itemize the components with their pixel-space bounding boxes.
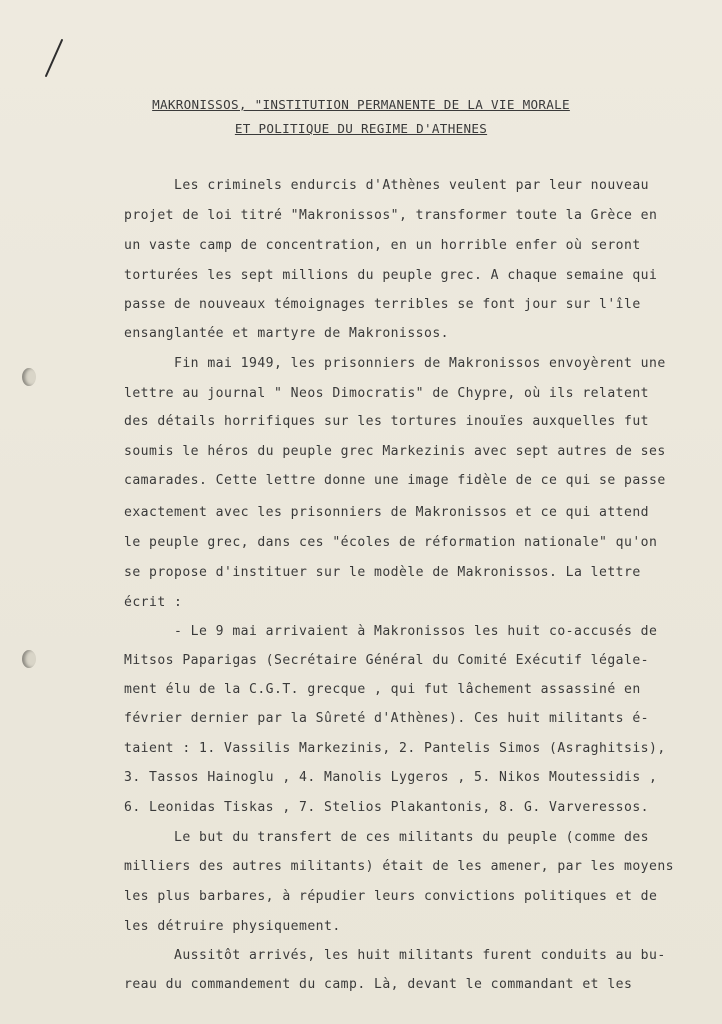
body-line: camarades. Cette lettre donne une image fidèle de ce qui se passe (124, 473, 666, 488)
punch-hole-bottom (22, 650, 36, 668)
pencil-mark (40, 36, 110, 86)
body-line: Le but du transfert de ces militants du peuple (comme des (124, 830, 649, 845)
body-line: Les criminels endurcis d'Athènes veulent par leur nouveau (124, 178, 649, 193)
body-line: passe de nouveaux témoignages terribles se font jour sur l'île (124, 297, 641, 312)
body-line: Aussitôt arrivés, les huit militants furent conduits au bu- (124, 948, 666, 963)
body-line: taient : 1. Vassilis Markezinis, 2. Pantelis Simos (Asraghitsis), (124, 741, 666, 756)
body-line: torturées les sept millions du peuple grec. A chaque semaine qui (124, 268, 658, 283)
body-line: un vaste camp de concentration, en un horrible enfer où seront (124, 238, 641, 253)
punch-hole-top (22, 368, 36, 386)
body-line: Mitsos Paparigas (Secrétaire Général du Comité Exécutif légale- (124, 653, 649, 668)
body-line: exactement avec les prisonniers de Makronissos et ce qui attend (124, 505, 649, 520)
title-line-2: ET POLITIQUE DU REGIME D'ATHENES (234, 121, 488, 136)
body-line: 6. Leonidas Tiskas , 7. Stelios Plakantonis, 8. G. Varveressos. (124, 800, 649, 815)
body-line: 3. Tassos Hainoglu , 4. Manolis Lygeros , 5. Nikos Moutessidis , (124, 770, 658, 785)
body-line: - Le 9 mai arrivaient à Makronissos les huit co-accusés de (124, 624, 658, 639)
body-line: se propose d'instituer sur le modèle de Makronissos. La lettre (124, 565, 641, 580)
body-line: Fin mai 1949, les prisonniers de Makronissos envoyèrent une (124, 356, 666, 371)
body-line: ment élu de la C.G.T. grecque , qui fut lâchement assassiné en (124, 682, 641, 697)
body-line: ensanglantée et martyre de Makronissos. (124, 326, 449, 341)
body-line: soumis le héros du peuple grec Markezinis avec sept autres de ses (124, 444, 666, 459)
body-line: milliers des autres militants) était de les amener, par les moyens (124, 859, 674, 874)
body-line: les détruire physiquement. (124, 919, 341, 934)
body-line: février dernier par la Sûreté d'Athènes). Ces huit militants é- (124, 711, 649, 726)
body-line: les plus barbares, à répudier leurs convictions politiques et de (124, 889, 658, 904)
body-line: le peuple grec, dans ces "écoles de réformation nationale" qu'on (124, 535, 658, 550)
body-line: des détails horrifiques sur les tortures inouïes auxquelles fut (124, 414, 649, 429)
body-line: lettre au journal " Neos Dimocratis" de Chypre, où ils relatent (124, 386, 649, 401)
title-line-1: MAKRONISSOS, "INSTITUTION PERMANENTE DE LA VIE MORALE (152, 97, 570, 112)
body-line: reau du commandement du camp. Là, devant le commandant et les (124, 977, 633, 992)
body-line: projet de loi titré "Makronissos", transformer toute la Grèce en (124, 208, 658, 223)
body-line: écrit : (124, 595, 183, 610)
